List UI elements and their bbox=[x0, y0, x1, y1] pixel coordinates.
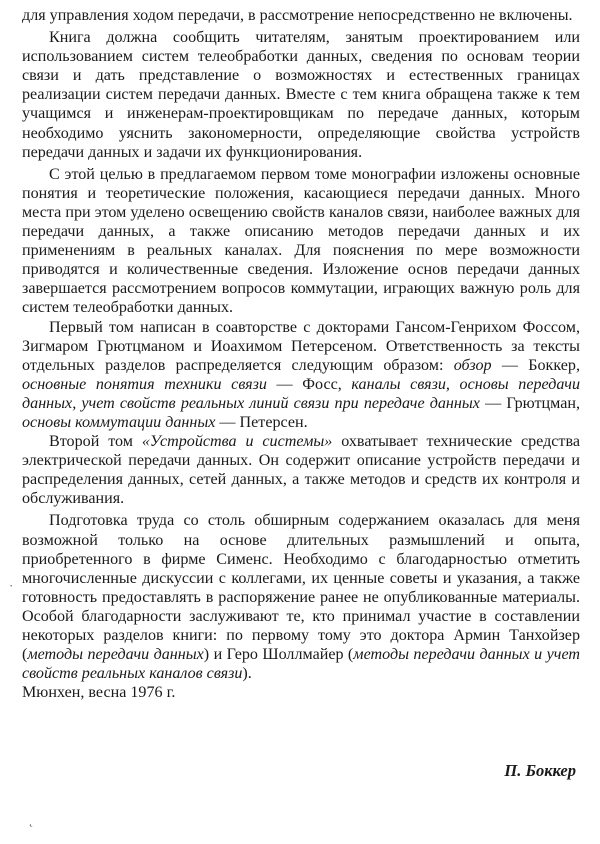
section-channels: каналы связи, основы передачи данных, учет свойств реальных линий связи при передаче данных bbox=[22, 375, 580, 412]
author-signature: П. Боккер bbox=[504, 761, 576, 780]
paragraph-coauthors bbox=[22, 318, 580, 433]
stray-mark: ˛ bbox=[29, 812, 34, 827]
section-overview: обзор bbox=[453, 356, 492, 374]
paragraph-first-volume-content: С этой целью в предлагаемом первом томе монографии изложены основные понятия и теоретические положения, касающиеся передачи данных. Много места при этом уделено освещению свойств каналов связи, наиболее важных для передачи данных, а также описанию методов передачи данных и их применениям в реальных каналах. Для пояснения по мере возможности приводятся и количественные сведения. Изложение основ передачи данных завершается рассмотрением вопросов коммутации, играющих важную роль для систем телеобработки данных. bbox=[22, 165, 580, 317]
body-text bbox=[22, 6, 580, 702]
paragraph-acknowledgements bbox=[22, 511, 580, 683]
acknowledgements-text: Подготовка труда со столь обширным содержанием оказалась для меня возможной только на основе длительных размышлений и опыта, приобретенного в фирме Сименс. Необходимо с благодарностью отметить многочисленные дискуссии с коллегами, их ценные советы и указания, а также готовность предоставлять в распоряжение ранее не опубликованные материалы. Особой благодарности заслуживают те, кто принимал участие в составлении некоторых разделов книги: по первому тому это доктора Армин Танхойзер ( bbox=[22, 512, 580, 664]
paragraph-book-purpose: Книга должна сообщить читателям, занятым проектированием или использованием систем телеобработки данных, сведения по основам теории связи и дать представление о возможностях и естественных границах реализации систем передачи данных. Вместе с тем книга обращена также к тем учащимся и инженерам-проектировщикам по передаче данных, которым необходимо уяснить закономерности, определяющие свойства устройств передачи данных и задачи их функционирования. bbox=[22, 29, 580, 161]
section-switching: основы коммутации данных bbox=[22, 413, 216, 431]
place-and-date: Мюнхен, весна 1976 г. bbox=[22, 684, 176, 702]
paragraph-continuation: для управления ходом передачи, в рассмотрение непосредственно не включены. bbox=[22, 7, 573, 24]
section-basics: основные понятия техники связи bbox=[22, 375, 267, 393]
acknowledgements-text: ) и Геро Шоллмайер ( bbox=[203, 646, 354, 664]
acknowledgement-topic: методы передачи данных и учет свойств реальных каналов связи bbox=[22, 646, 580, 683]
coauthors-text: Первый том написан в соавторстве с докторами Гансом-Генрихом Фоссом, Зигмаром Грютцманом и Иоахимом Петерсеном. Ответственность за тексты отдельных разделов распределяется следующим образом: bbox=[22, 318, 580, 374]
second-volume-text: Второй том bbox=[49, 433, 142, 451]
second-volume-title: «Устройства и системы» bbox=[141, 433, 333, 451]
coauthors-text: — Петерсен. bbox=[215, 413, 308, 431]
coauthors-text: — Боккер, bbox=[491, 356, 580, 374]
coauthors-text: — Фосс, bbox=[266, 375, 352, 393]
coauthors-text: — Грютцман, bbox=[479, 394, 580, 412]
acknowledgement-topic: методы передачи данных bbox=[27, 646, 204, 664]
paragraph-second-volume bbox=[22, 432, 580, 508]
acknowledgements-text: ). bbox=[242, 665, 252, 683]
stray-dot: · bbox=[9, 578, 14, 593]
second-volume-text: охватывает технические средства электрической передачи данных. Он содержит описание устройств передачи и распределения данных, сетей данных, а также методов и средств их контроля и обслуживания. bbox=[22, 433, 580, 508]
